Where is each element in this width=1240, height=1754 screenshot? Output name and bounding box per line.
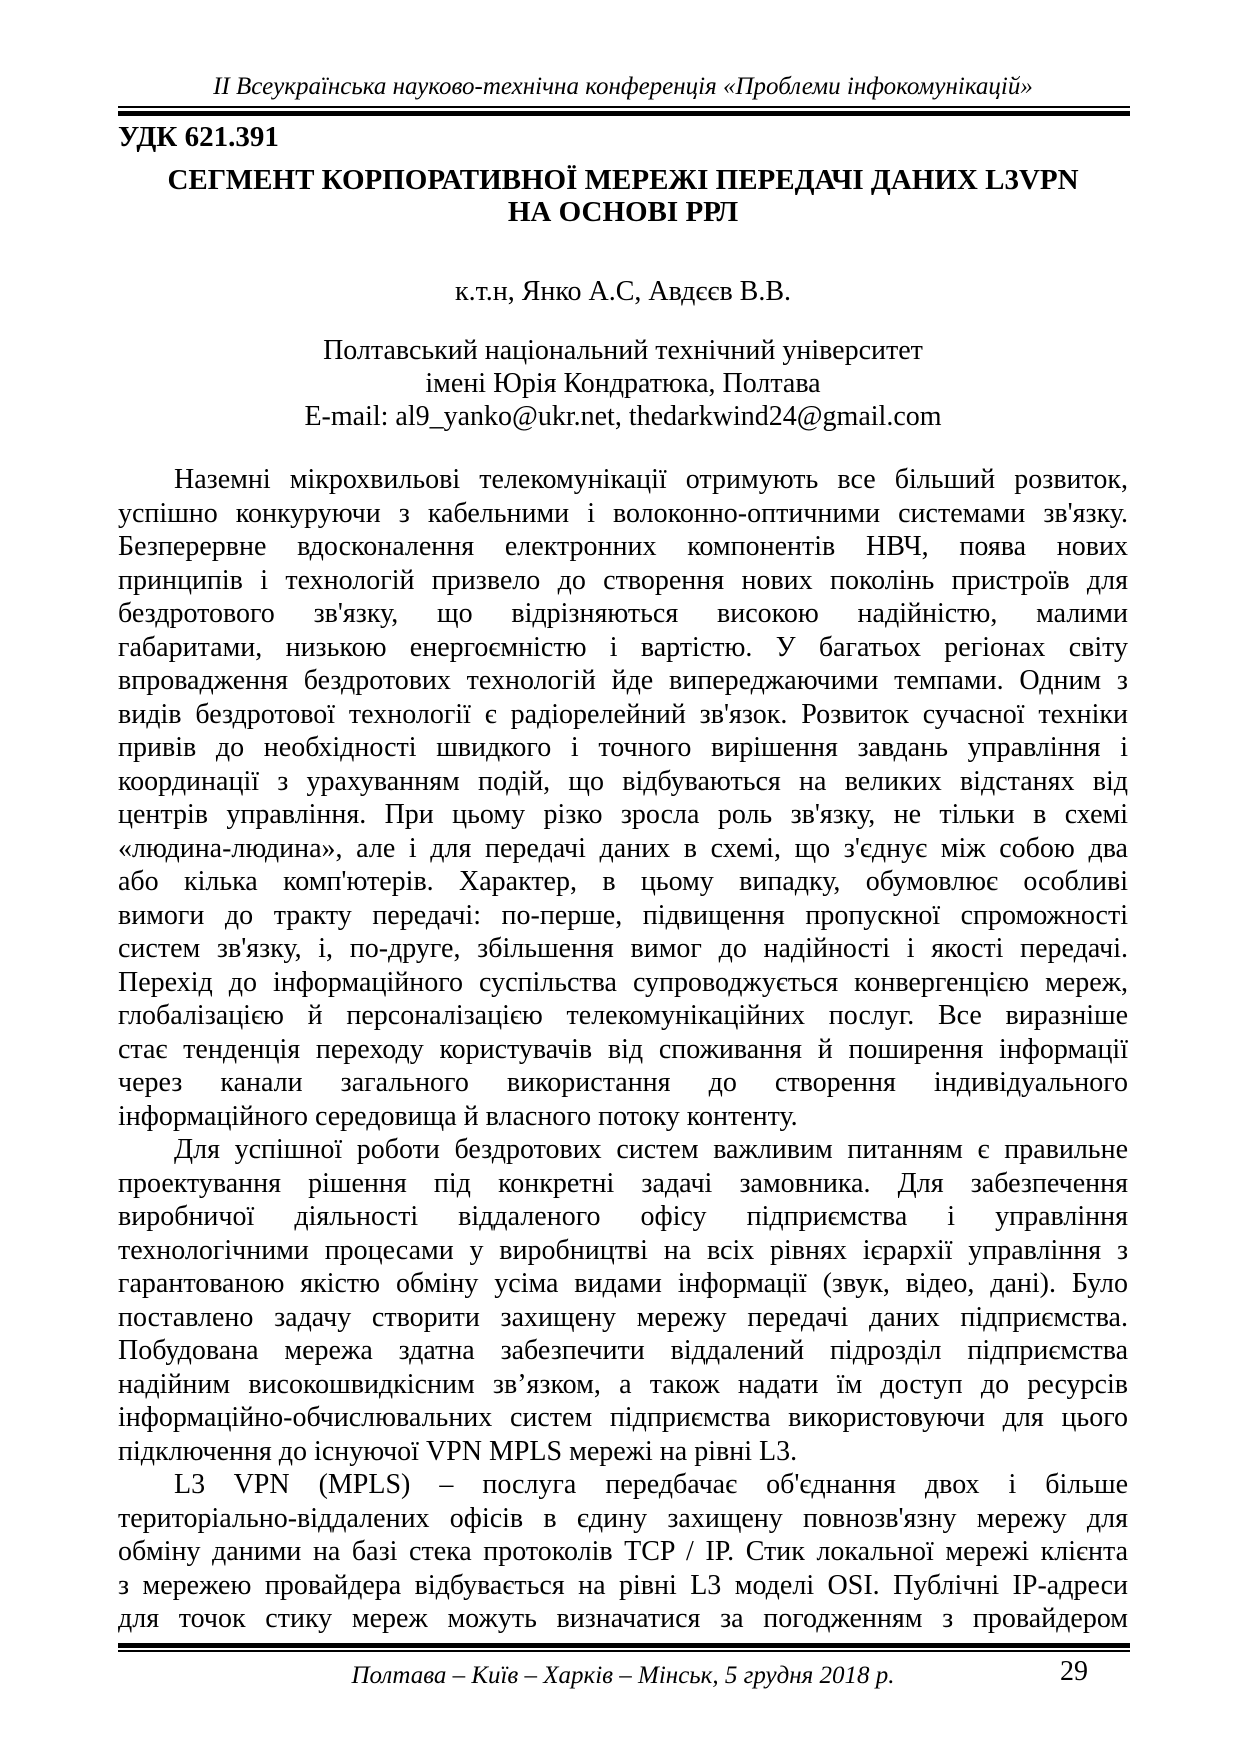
affiliation xyxy=(118,334,1128,433)
footer-rule-thick xyxy=(118,1643,1130,1648)
text-line: поставлено задачу створити захищену мережу передачі даних підприємства. xyxy=(118,1301,1128,1333)
page-number: 29 xyxy=(1060,1656,1088,1687)
text-line: обміну даними на базі стека протоколів TCP / IP. Стик локальної мережі клієнта xyxy=(118,1536,1128,1567)
text-line: технологічними процесами у виробництві на всіх рівнях ієрархії управління з xyxy=(118,1234,1128,1266)
text-line: виробничої діяльності віддаленого офісу підприємства і управління xyxy=(118,1201,1128,1232)
title-line: СЕГМЕНТ КОРПОРАТИВНОЇ МЕРЕЖІ ПЕРЕДАЧІ ДАНИХ L3VPN xyxy=(167,164,1079,196)
text-line: з мережею провайдера відбувається на рівні L3 моделі OSI. Публічні IP-адреси xyxy=(118,1569,1128,1601)
text-line: стає тенденція переходу користувачів від споживання й поширення інформації xyxy=(118,1033,1128,1065)
text-line: або кілька комп'ютерів. Характер, в цьому випадку, обумовлює особливі xyxy=(118,866,1128,897)
text-line: проектування рішення під конкретні задачі замовника. Для забезпечення xyxy=(118,1167,1128,1199)
text-line: територіально-віддалених офісів в єдину захищену повнозв'язну мережу для xyxy=(118,1502,1128,1534)
text-line: успішно конкуруючи з кабельними і волоконно-оптичними системами зв'язку. xyxy=(118,497,1128,529)
udk-code: УДК 621.391 xyxy=(118,121,279,153)
text-line: центрів управління. При цьому різко зросла роль зв'язку, не тільки в схемі xyxy=(118,799,1128,830)
text-line: Для успішної роботи бездротових систем важливим питанням є правильне xyxy=(174,1134,1128,1165)
running-footer: Полтава – Київ – Харків – Мінськ, 5 грудня 2018 р. xyxy=(351,1662,895,1689)
text-line: систем зв'язку, і, по-друге, збільшення вимог до надійності і якості передачі. xyxy=(118,933,1128,964)
title-line: НА ОСНОВІ РРЛ xyxy=(507,196,739,228)
text-line: інформаційного середовища й власного потоку контенту. xyxy=(118,1100,798,1132)
text-line: Безперервне вдосконалення електронних компонентів НВЧ, поява нових xyxy=(118,531,1128,562)
text-line: принципів і технологій призвело до створення нових поколінь пристроїв для xyxy=(118,564,1128,596)
text-line: глобалізацією й персоналізацією телекомунікаційних послуг. Все виразніше xyxy=(118,1000,1128,1031)
paragraph xyxy=(118,1133,1128,1468)
affiliation-university: Полтавський національний технічний університет xyxy=(323,335,923,366)
paragraph xyxy=(118,463,1128,1133)
body-text xyxy=(118,463,1128,1636)
affiliation-name-city: імені Юрія Кондратюка, Полтава xyxy=(425,368,821,399)
header-rule-thin xyxy=(118,106,1130,108)
text-line: привів до необхідності швидкого і точного вирішення завдань управління і xyxy=(118,732,1128,763)
text-line: координації з урахуванням подій, що відбуваються на великих відстанях від xyxy=(118,765,1128,797)
text-line: через канали загального використання до створення індивідуального xyxy=(118,1067,1128,1098)
text-line: бездротового зв'язку, що відрізняються високою надійністю, малими xyxy=(118,598,1128,629)
running-header: II Всеукраїнська науково-технічна конференція «Проблеми інфокомунікацій» xyxy=(213,73,1033,100)
text-line: Перехід до інформаційного суспільства супроводжується конвергенцією мереж, xyxy=(118,966,1128,998)
paragraph xyxy=(118,1468,1128,1636)
text-line: «людина-людина», але і для передачі даних в схемі, що з'єднує між собою два xyxy=(118,832,1128,864)
text-line: вимоги до тракту передачі: по-перше, підвищення пропускної спроможності xyxy=(118,899,1128,931)
text-line: інформаційно-обчислювальних систем підприємства використовуючи для цього xyxy=(118,1402,1128,1433)
text-line: впровадження бездротових технологій йде випереджаючими темпами. Одним з xyxy=(118,665,1128,696)
text-line: видів бездротової технології є радіорелейний зв'язок. Розвиток сучасної техніки xyxy=(118,698,1128,730)
text-line: L3 VPN (MPLS) – послуга передбачає об'єднання двох і більше xyxy=(174,1469,1128,1500)
footer-rule-thin xyxy=(118,1650,1130,1652)
text-line: гарантованою якістю обміну усіма видами інформації (звук, відео, дані). Було xyxy=(118,1268,1128,1299)
authors: к.т.н, Янко А.С, Авдєєв В.В. xyxy=(454,276,792,307)
text-line: габаритами, низькою енергоємністю і вартістю. У багатьох регіонах світу xyxy=(118,631,1128,663)
header-rule-thick xyxy=(118,111,1130,116)
text-line: Побудована мережа здатна забезпечити віддалений підрозділ підприємства xyxy=(118,1335,1128,1366)
text-line: надійним високошвидкісним зв’язком, а також надати їм доступ до ресурсів xyxy=(118,1368,1128,1400)
affiliation-email: E-mail: al9_yanko@ukr.net, thedarkwind24@gmail.com xyxy=(304,401,942,432)
paper-title xyxy=(118,164,1128,228)
text-line: підключення до існуючої VPN MPLS мережі на рівні L3. xyxy=(118,1435,798,1467)
text-line: Наземні мікрохвильові телекомунікації отримують все більший розвиток, xyxy=(174,464,1128,495)
text-line: для точок стику мереж можуть визначатися за погодженням з провайдером xyxy=(118,1603,1128,1634)
